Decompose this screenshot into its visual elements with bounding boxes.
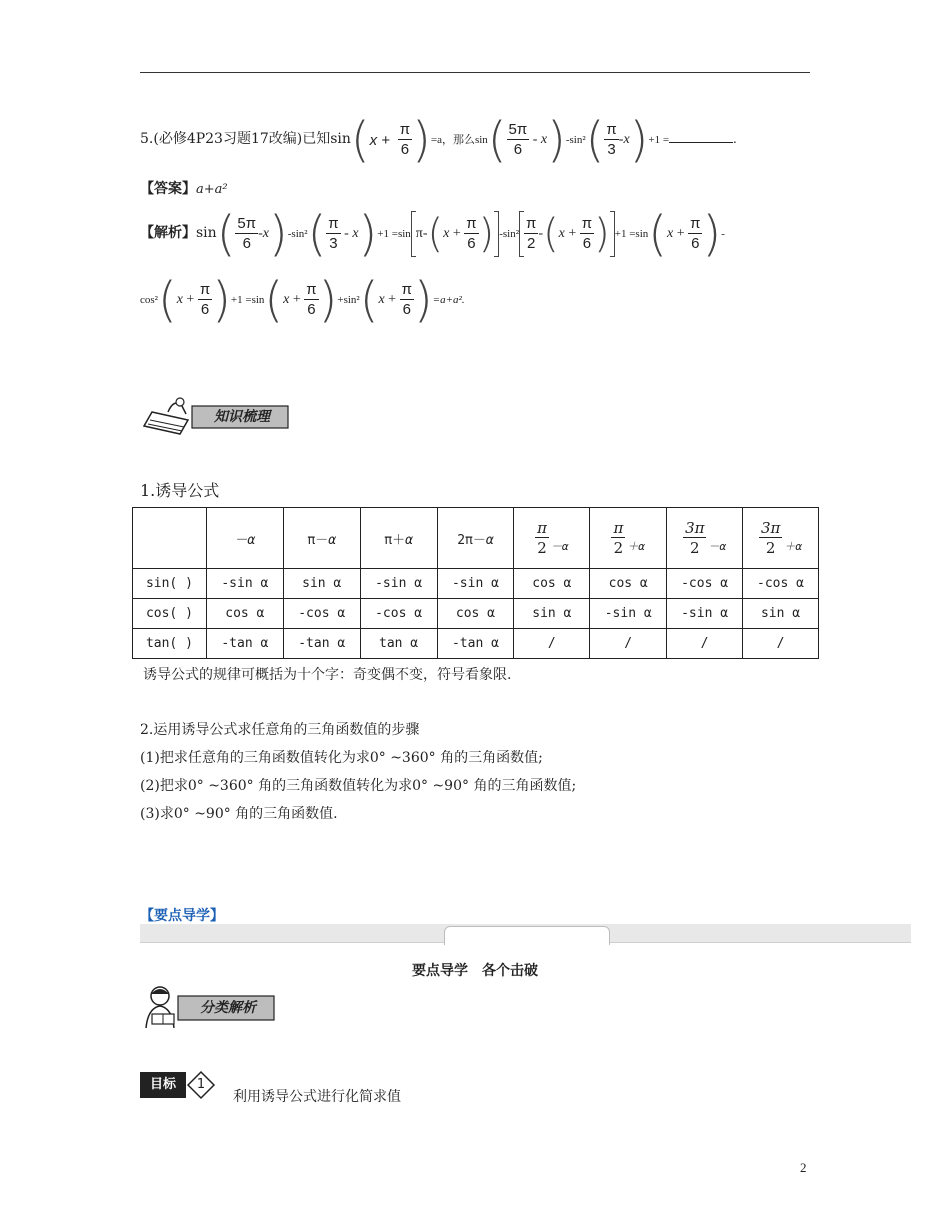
table-row-tan bbox=[133, 629, 819, 659]
analysis-label: 【解析】 bbox=[140, 225, 196, 242]
table-header: 3π 2 ＋α bbox=[743, 508, 819, 569]
header-rule bbox=[140, 72, 810, 73]
table-header: －α bbox=[206, 508, 283, 569]
keypoints-tag: 【要点导学】 bbox=[140, 908, 224, 924]
table-cell: tan α bbox=[360, 629, 437, 659]
table-cell: -sin α bbox=[206, 569, 283, 599]
table-row-sin bbox=[133, 569, 819, 599]
table-cell: -cos α bbox=[743, 569, 819, 599]
table-cell: cos α bbox=[437, 599, 514, 629]
table-cell: -tan α bbox=[206, 629, 283, 659]
cond-tail: =a，那么sin bbox=[430, 134, 488, 147]
table-cell: -cos α bbox=[283, 599, 360, 629]
problem-prefix: 5.(必修4P23习题17改编)已知sin bbox=[140, 131, 351, 148]
table-row-cos bbox=[133, 599, 819, 629]
banner-knowledge-text: 知识梳理 bbox=[214, 409, 270, 425]
table-header: π－α bbox=[283, 508, 360, 569]
banner-knowledge bbox=[140, 390, 290, 438]
goal-label: 目标 bbox=[140, 1072, 186, 1098]
table-cell: -sin α bbox=[437, 569, 514, 599]
analysis-line-2: cos²(x + $\frac{\pi}{6}$ )+1 =sin(x + $\frac{\pi}{6}$ )+sin²(x + $\frac{\pi}{6}$ )=a+a². bbox=[140, 272, 465, 328]
table-cell: -sin α bbox=[667, 599, 743, 629]
step-3: (3)求0° ~90° 角的三角函数值. bbox=[140, 806, 338, 822]
table-cell: -tan α bbox=[283, 629, 360, 659]
table-cell: -cos α bbox=[667, 569, 743, 599]
goal-number-badge bbox=[186, 1070, 216, 1100]
row-label: sin( ) bbox=[133, 569, 207, 599]
banner-classify-text: 分类解析 bbox=[200, 1000, 256, 1016]
answer-label: 【答案】 bbox=[140, 181, 196, 197]
answer-blank bbox=[669, 130, 733, 143]
row-label: cos( ) bbox=[133, 599, 207, 629]
answer-line bbox=[140, 178, 228, 198]
table-corner bbox=[133, 508, 207, 569]
table-cell: -tan α bbox=[437, 629, 514, 659]
table-header: 2π－α bbox=[437, 508, 514, 569]
induction-table bbox=[132, 507, 819, 659]
table-cell: cos α bbox=[206, 599, 283, 629]
page-number: 2 bbox=[800, 1160, 807, 1175]
table-cell: -sin α bbox=[590, 599, 667, 629]
table-cell: sin α bbox=[514, 599, 590, 629]
row-label: tan( ) bbox=[133, 629, 207, 659]
table-cell: / bbox=[590, 629, 667, 659]
step-2: (2)把求0° ~360° 角的三角函数值转化为求0° ~90° 角的三角函数值; bbox=[140, 778, 577, 794]
analysis-line-1: 【解析】sin( $\frac{5\pi}{6}$ -x)-sin²( $\frac{\pi}{3}$ - x)+1 =sin π-(x + $\frac{\pi}{6}$ ) -sin² $\frac{\pi}{2}$ -(x + $\frac{\pi}{6}$ ) +1 =sin(x + $\frac{\pi}{6}$ )- bbox=[140, 206, 725, 262]
rule-text: 诱导公式的规律可概括为十个字：奇变偶不变，符号看象限. bbox=[143, 667, 512, 683]
analysis-result: =a+a². bbox=[432, 294, 465, 307]
goal-text: 利用诱导公式进行化简求值 bbox=[233, 1089, 401, 1105]
sec2-title: 2.运用诱导公式求任意角的三角函数值的步骤 bbox=[140, 722, 420, 738]
table-header: 3π 2 －α bbox=[667, 508, 743, 569]
analysis-sin: sin bbox=[196, 225, 217, 242]
table-header: π 2 －α bbox=[514, 508, 590, 569]
table-cell: -cos α bbox=[360, 599, 437, 629]
banner-classify bbox=[138, 984, 278, 1032]
answer-value: a+a² bbox=[196, 182, 228, 197]
table-header-row bbox=[133, 508, 819, 569]
center-heading: 要点导学 各个击破 bbox=[412, 963, 538, 979]
table-cell: / bbox=[514, 629, 590, 659]
step-1: (1)把求任意角的三角函数值转化为求0° ~360° 角的三角函数值; bbox=[140, 750, 543, 766]
sec1-title: 1.诱导公式 bbox=[140, 481, 220, 500]
ask-tail: +1 = bbox=[648, 134, 670, 147]
table-cell: sin α bbox=[743, 599, 819, 629]
table-cell: -sin α bbox=[360, 569, 437, 599]
goal-number: 1 bbox=[196, 1077, 206, 1092]
table-cell: / bbox=[667, 629, 743, 659]
tab-blank bbox=[444, 926, 610, 945]
table-cell: cos α bbox=[590, 569, 667, 599]
table-cell: / bbox=[743, 629, 819, 659]
problem-5: 5.(必修4P23习题17改编)已知sin(x + $\frac{\pi}{6}$ )=a，那么sin( $\frac{5\pi}{6}$ - x)-sin²( $\frac{\pi}{3}$ -x)+1 = . bbox=[140, 112, 737, 168]
table-cell: cos α bbox=[514, 569, 590, 599]
problem-end: . bbox=[733, 132, 737, 148]
table-cell: sin α bbox=[283, 569, 360, 599]
table-header: π 2 ＋α bbox=[590, 508, 667, 569]
table-header: π＋α bbox=[360, 508, 437, 569]
